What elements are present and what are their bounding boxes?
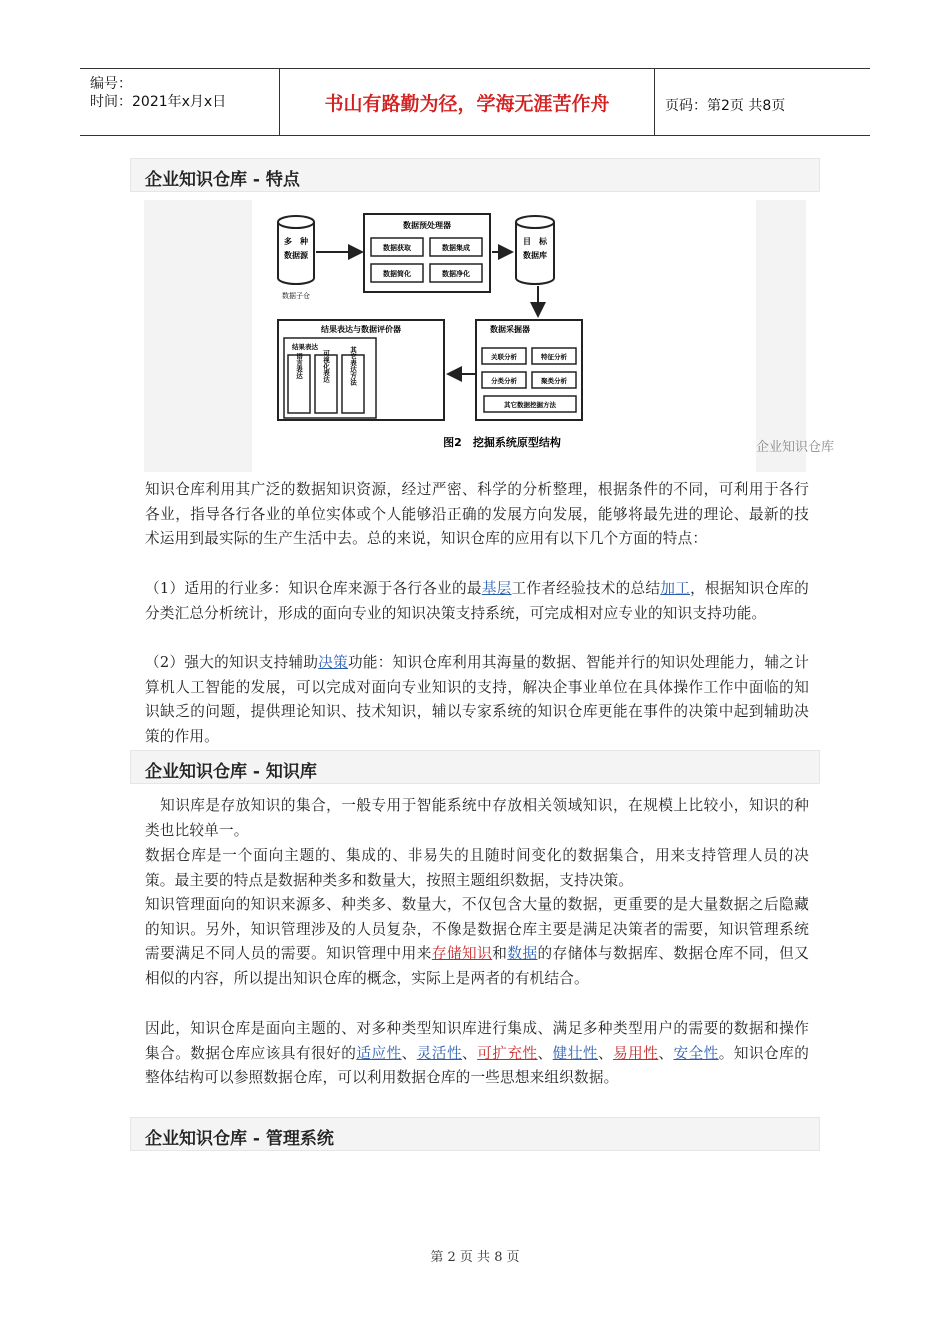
link-storage-knowledge[interactable]: 存储知识 [431, 945, 493, 963]
paragraph-data-warehouse [145, 844, 809, 893]
paragraph-knowledge-management [145, 893, 809, 992]
paragraph-text: 的存储体与数据库、数据仓库不同，但又相似的内容，所以提出知识仓库的概念，实际上是两者的有机结合。 [145, 945, 809, 988]
link-extensibility[interactable]: 可扩充性 [477, 1044, 538, 1062]
paragraph-text: 。知识仓库的整体结构可以参照数据仓库，可以利用数据仓库的一些思想来组织数据。 [145, 1044, 810, 1087]
header-page-code: 页码：第2页 共8页 [665, 98, 786, 114]
preprocess-step-label: 数据获取 [383, 244, 411, 252]
mining-method-label: 分类分析 [491, 377, 517, 385]
paragraph-text: （1）适用的行业多：知识仓库来源于各行各业的最 [145, 580, 482, 597]
paragraph-knowledge-base [145, 794, 809, 843]
source-db-text-1: 多 种 [284, 237, 308, 246]
figure-panel [144, 200, 835, 472]
data-miner-title: 数据采掘器 [490, 325, 530, 334]
link-security[interactable]: 安全性 [673, 1044, 719, 1062]
figure-caption: 图2 挖掘系统原型结构 [443, 436, 561, 449]
link-adaptability[interactable]: 适应性 [356, 1044, 402, 1062]
document-number-label: 编号： [90, 76, 132, 92]
separator: 、 [462, 1044, 478, 1062]
link-juece[interactable]: 决策 [318, 654, 348, 671]
preprocess-step-label: 数据净化 [442, 270, 470, 278]
paragraph-intro [145, 478, 809, 552]
paragraph-text: 知识库是存放知识的集合，一般专用于智能系统中存放相关领域知识，在规模上比较小，知识的种类也比较单一。 [145, 797, 809, 839]
preprocessor-title: 数据预处理器 [403, 221, 451, 230]
result-expression-title: 结果表达 [292, 343, 318, 351]
link-data[interactable]: 数据 [507, 945, 538, 963]
result-evaluator-title: 结果表达与数据评价器 [321, 325, 401, 334]
paragraph-text: 知识仓库利用其广泛的数据知识资源，经过严密、科学的分析整理，根据条件的不同，可利用于各行各业，指导各行各业的单位实体或个人能够沿正确的发展方向发展，能够将最先进的理论、最新的技术运用到最实际的生产生活中去。总的来说，知识仓库的应用有以下几个方面的特点： [145, 481, 809, 548]
paragraph-text: 数据仓库是一个面向主题的、集成的、非易失的且随时间变化的数据集合，用来支持管理人员的决策。最主要的特点是数据种类多和数量大，按照主题组织数据，支持决策。 [145, 847, 809, 889]
mining-method-label: 其它数据挖掘方法 [504, 401, 556, 409]
separator: 、 [401, 1044, 417, 1062]
separator: 、 [537, 1044, 553, 1062]
header-page-cell [655, 69, 870, 135]
mining-system-diagram [252, 200, 756, 472]
paragraph-text: 和 [492, 945, 508, 963]
result-method-label: 语言表达 [295, 353, 303, 379]
preprocess-step-label: 数据集成 [442, 244, 470, 252]
source-db-caption: 数据子仓 [282, 292, 310, 300]
figure-image [252, 200, 756, 472]
source-database-icon [278, 216, 314, 284]
header-meta-cell [80, 69, 280, 135]
target-db-text-1: 目 标 [523, 237, 547, 246]
figure-side-caption: 企业知识仓库 [756, 440, 835, 455]
target-db-text-2: 数据库 [523, 251, 547, 260]
link-robustness[interactable]: 健壮性 [552, 1044, 598, 1062]
paragraph-text: ，根据知识仓库的分类汇总分析统计，形成的面向专业的知识决策支持系统，可完成相对应专业的知识支持功能。 [145, 580, 809, 622]
section-heading-features [130, 158, 820, 192]
preprocess-step-label: 数据简化 [383, 270, 411, 278]
paragraph-text: （2）强大的知识支持辅助 [145, 654, 319, 671]
document-date-label: 时间：2021年x月x日 [90, 94, 227, 110]
section-heading-knowledge-base [130, 750, 820, 784]
paragraph-text: 因此，知识仓库是面向主题的、对多种类型知识库进行集成、满足多种类型用户的需要的数据和操作集合。数据仓库应该具有很好的 [145, 1020, 809, 1062]
separator: 、 [658, 1044, 674, 1062]
link-jiagong[interactable]: 加工 [660, 580, 691, 597]
separator: 、 [597, 1044, 614, 1062]
paragraph-point-1 [145, 577, 809, 626]
header-motto: 书山有路勤为径，学海无涯苦作舟 [324, 93, 610, 115]
link-flexibility[interactable]: 灵活性 [416, 1044, 463, 1062]
result-method-label: 可视化表达 [322, 349, 330, 383]
target-database-icon [516, 216, 554, 284]
source-db-text-2: 数据源 [284, 251, 308, 260]
section-title: 企业知识仓库 - 管理系统 [145, 1129, 334, 1149]
page-footer: 第 2 页 共 8 页 [430, 1250, 520, 1265]
paragraph-conclusion [145, 1017, 809, 1091]
paragraph-text: 知识管理面向的知识来源多、种类多、数量大，不仅包含大量的数据，更重要的是大量数据之后隐藏的知识。另外，知识管理涉及的人员复杂，不像是数据仓库主要是满足决策者的需要，知识管理系统需要满足不同人员的需要。知识管理中用来 [145, 896, 809, 963]
paragraph-text: 工作者经验技术的总结 [511, 580, 661, 597]
section-title: 企业知识仓库 - 知识库 [145, 762, 317, 782]
section-title: 企业知识仓库 - 特点 [145, 170, 300, 190]
result-method-label: 其它表达方法 [349, 346, 357, 386]
page-header [80, 68, 870, 136]
mining-method-label: 特征分析 [541, 353, 567, 361]
mining-method-label: 聚类分析 [541, 377, 567, 385]
paragraph-point-2 [145, 651, 809, 750]
mining-method-label: 关联分析 [491, 353, 517, 361]
paragraph-text: 功能：知识仓库利用其海量的数据、智能并行的知识处理能力，辅之计算机人工智能的发展，可以完成对面向专业知识的支持，解决企事业单位在具体操作工作中面临的知识缺乏的问题，提供理论知识、技术知识，辅以专家系统的知识仓库更能在事件的决策中起到辅助决策的作用。 [145, 654, 810, 746]
section-heading-management-system [130, 1117, 820, 1151]
link-usability[interactable]: 易用性 [613, 1044, 659, 1062]
link-jiceng[interactable]: 基层 [481, 580, 512, 597]
header-motto-cell [280, 69, 655, 135]
